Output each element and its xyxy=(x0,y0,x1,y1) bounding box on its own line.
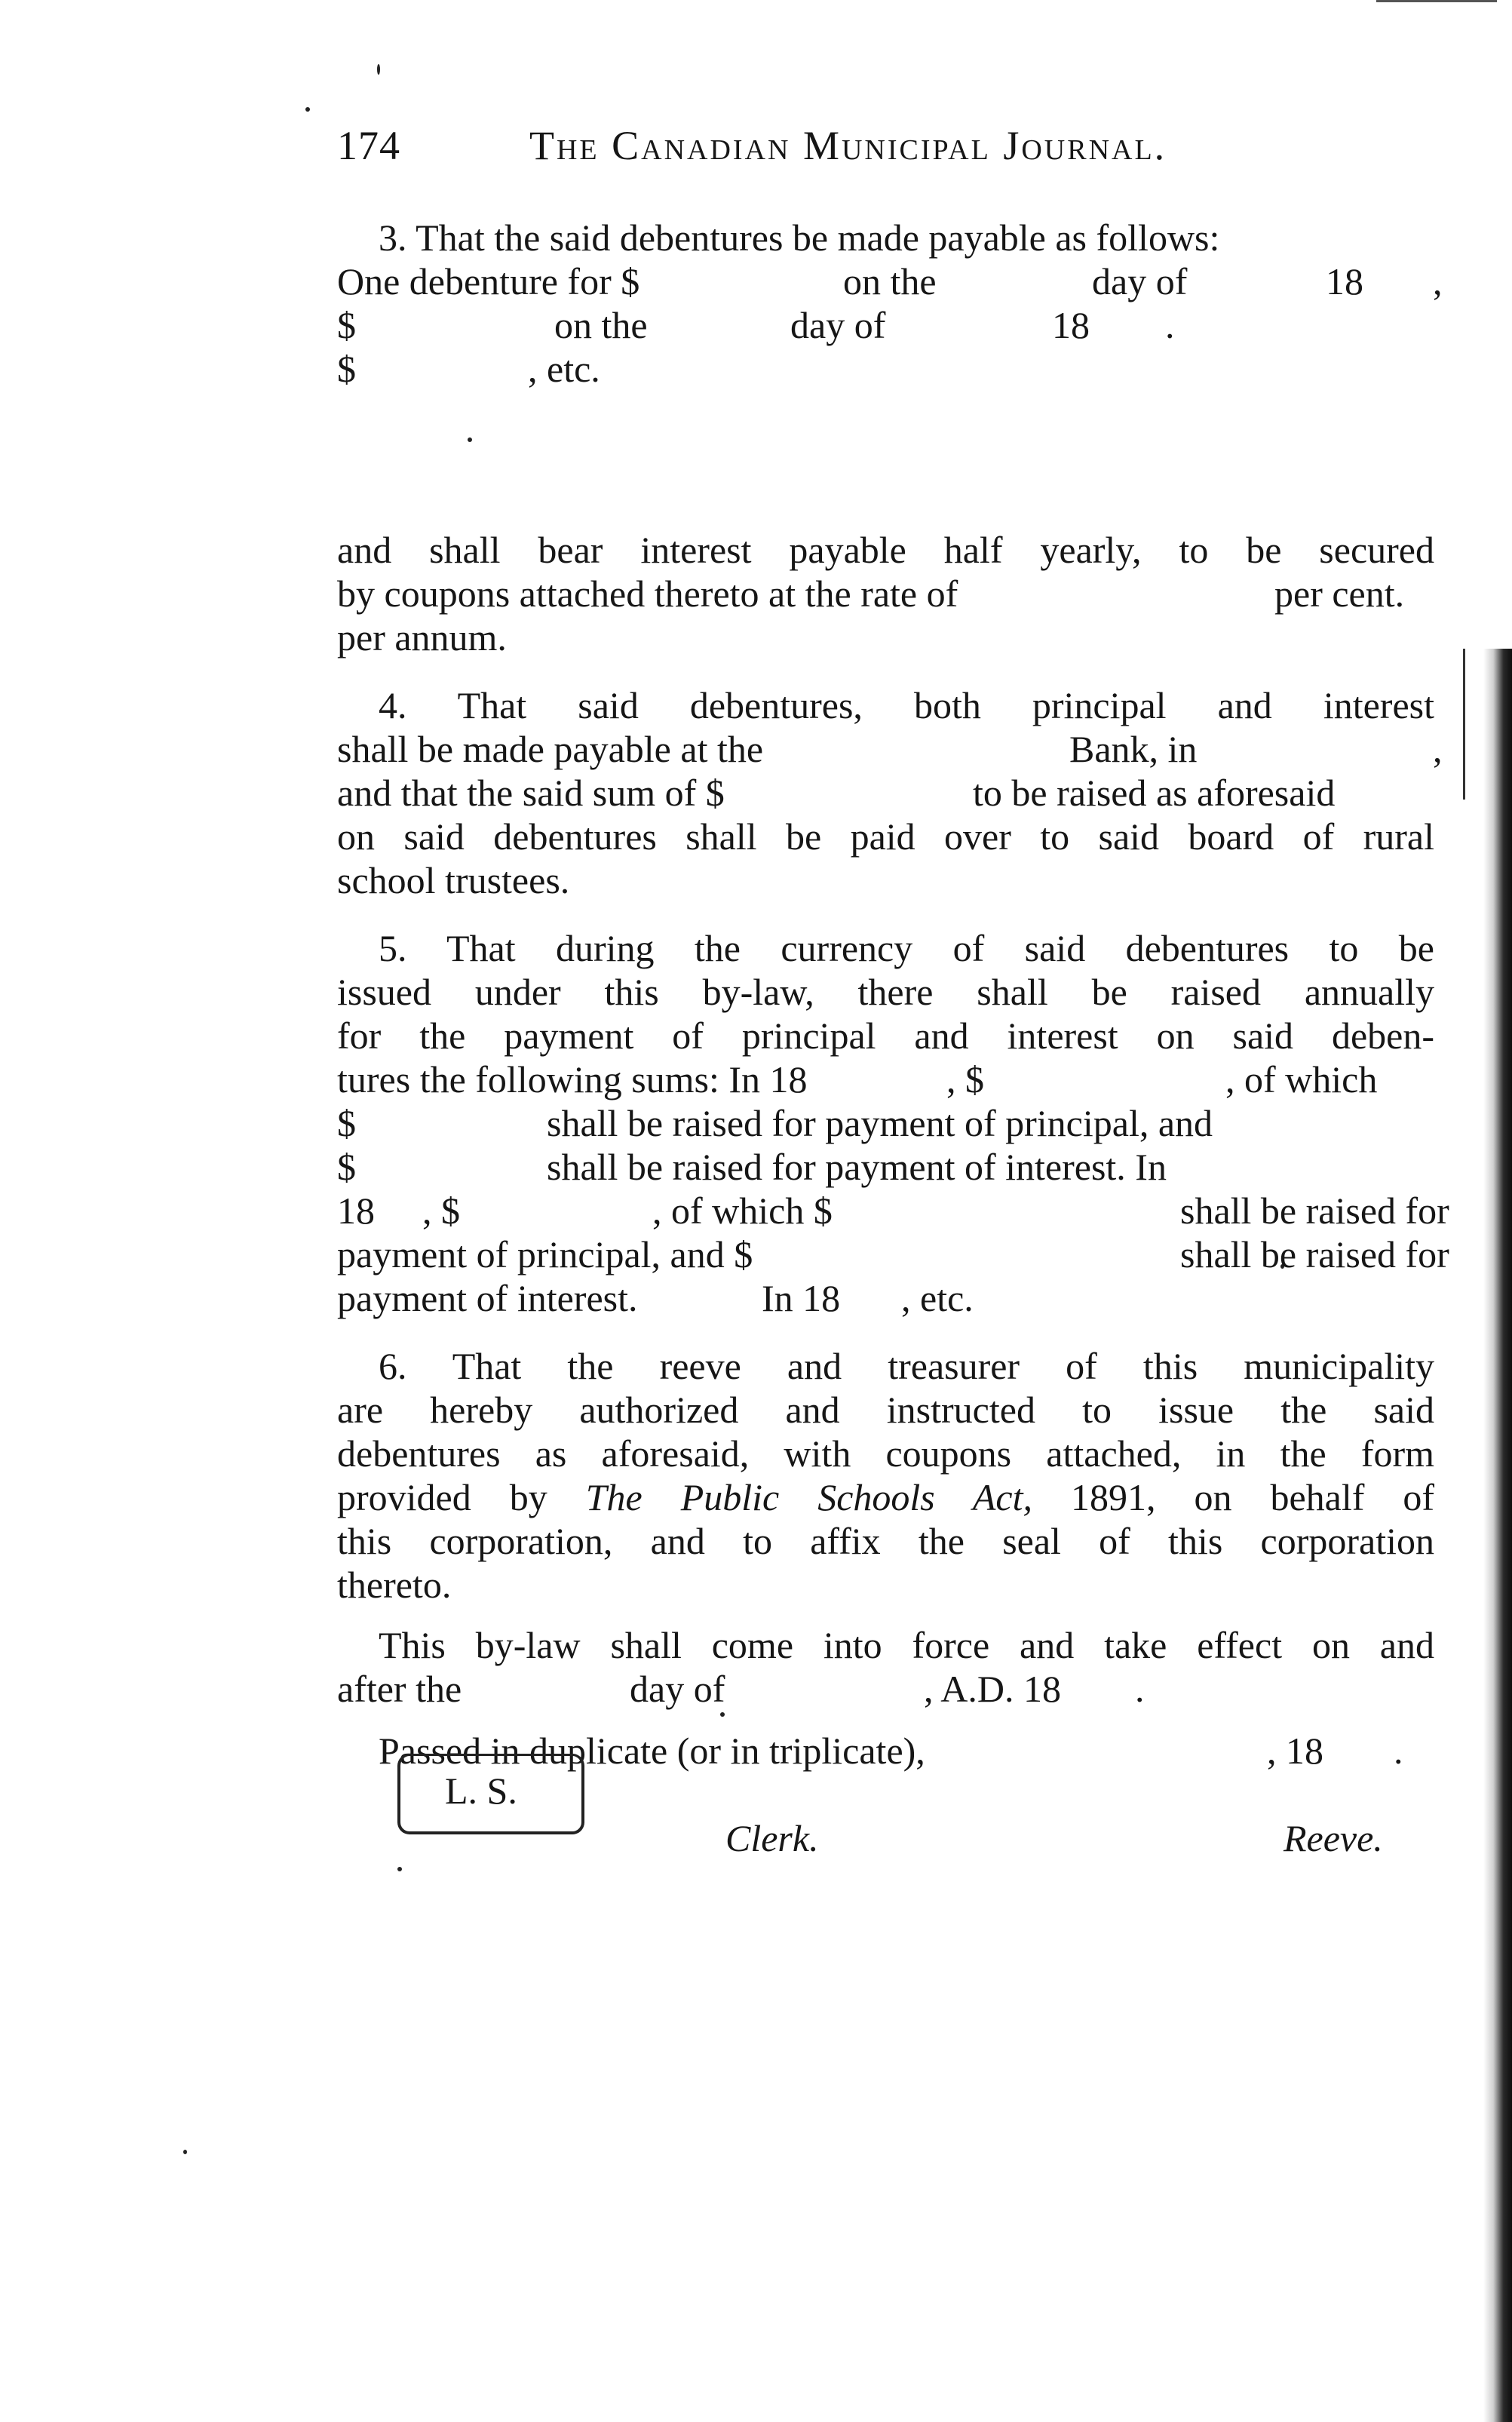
text-segment: , of which $ xyxy=(652,1190,833,1232)
text-segment: on the xyxy=(554,304,648,346)
section-5-line-3: for the payment of principal and interest on said deben- xyxy=(337,1015,1434,1057)
reeve-signature-label: Reeve. xyxy=(1284,1817,1383,1859)
text-segment: , xyxy=(1433,728,1443,770)
text-segment: shall be raised for xyxy=(1180,1233,1449,1275)
text-segment: $ xyxy=(337,1146,356,1188)
text-segment: per cent. xyxy=(1274,573,1405,615)
text-segment: after the xyxy=(337,1668,462,1710)
text-segment: day of xyxy=(1092,260,1188,302)
text-segment: tures the following sums: In 18 xyxy=(337,1058,808,1100)
act-title: The Public Schools Act, xyxy=(585,1476,1032,1518)
text-segment: shall be raised for payment of interest. In xyxy=(547,1146,1167,1188)
text-segment: payment of principal, and $ xyxy=(337,1233,753,1275)
text-segment: $ xyxy=(337,1102,356,1144)
text-segment: . xyxy=(1135,1668,1145,1710)
section-6-line-1: 6. That the reeve and treasurer of this municipality xyxy=(379,1345,1434,1387)
section-6-line-2: are hereby authorized and instructed to issue the said xyxy=(337,1389,1434,1431)
force-line-1: This by-law shall come into force and take effect on and xyxy=(379,1624,1434,1666)
text-segment: , etc. xyxy=(901,1277,974,1319)
text-segment: 18 xyxy=(337,1190,375,1232)
section-3-line-1: 3. That the said debentures be made payable as follows: xyxy=(379,216,1220,259)
scan-speck xyxy=(183,2150,187,2154)
text-segment: shall be made payable at the xyxy=(337,728,764,770)
scan-corner-mark xyxy=(1376,0,1497,7)
scan-speck xyxy=(305,107,310,112)
section-6-line-3: debentures as aforesaid, with coupons attached, in the form xyxy=(337,1432,1434,1475)
text-segment: , $ xyxy=(946,1058,984,1100)
section-4-line-1: 4. That said debentures, both principal and interest xyxy=(379,684,1434,726)
section-6-line-4 xyxy=(337,1475,1434,1519)
section-6-line-6: thereto. xyxy=(337,1564,452,1606)
text-segment: , 18 xyxy=(1267,1730,1323,1772)
text-segment: , etc. xyxy=(528,348,600,390)
section-5-line-1: 5. That during the currency of said debentures to be xyxy=(379,927,1434,969)
text-segment: , $ xyxy=(422,1190,460,1232)
page-number: 174 xyxy=(337,123,400,168)
text-segment: $ xyxy=(337,304,356,346)
seal-label: L. S. xyxy=(445,1770,517,1812)
text-segment: . xyxy=(1165,304,1175,346)
section-5-line-2: issued under this by-law, there shall be raised annually xyxy=(337,971,1434,1013)
text-segment: , of which xyxy=(1225,1058,1378,1100)
section-6-line-5: this corporation, and to affix the seal of this corporation xyxy=(337,1520,1434,1562)
page-header xyxy=(337,122,1280,183)
scan-edge-shadow xyxy=(1483,649,1512,2422)
text-segment: shall be raised for payment of principal, and xyxy=(547,1102,1213,1144)
scan-speck xyxy=(720,1712,725,1717)
text-segment: Passed in duplicate (or in triplicate), xyxy=(379,1730,925,1772)
text-segment: One debenture for $ xyxy=(337,260,640,302)
text-segment: by coupons attached thereto at the rate of xyxy=(337,573,958,615)
text-segment: . xyxy=(1394,1730,1403,1772)
section-4-line-5: school trustees. xyxy=(337,859,570,901)
text-segment: Bank, in xyxy=(1069,728,1198,770)
scan-speck xyxy=(377,64,380,75)
text-segment: day of xyxy=(630,1668,725,1710)
interest-line-3: per annum. xyxy=(337,616,507,658)
scan-speck xyxy=(468,437,472,442)
text-segment: to be raised as aforesaid xyxy=(973,772,1336,814)
text-segment: , xyxy=(1433,260,1443,302)
text-segment: provided by xyxy=(337,1476,547,1518)
text-segment: 1891, on behalf of xyxy=(1070,1476,1435,1518)
journal-title: The Canadian Municipal Journal. xyxy=(529,123,1167,168)
text-segment: 18 xyxy=(1326,260,1363,302)
text-segment: day of xyxy=(790,304,886,346)
text-segment: shall be raised for xyxy=(1180,1190,1449,1232)
text-segment: and that the said sum of $ xyxy=(337,772,725,814)
text-segment: on the xyxy=(843,260,937,302)
text-segment: In 18 xyxy=(762,1277,841,1319)
clerk-signature-label: Clerk. xyxy=(725,1817,819,1859)
text-segment: $ xyxy=(337,348,356,390)
section-4-line-4: on said debentures shall be paid over to said board of rural xyxy=(337,815,1434,858)
text-segment: 18 xyxy=(1052,304,1090,346)
text-segment: payment of interest. xyxy=(337,1277,638,1319)
scan-edge-line xyxy=(1463,649,1465,800)
scan-speck xyxy=(397,1867,402,1871)
text-segment: , A.D. 18 xyxy=(924,1668,1061,1710)
interest-line-1: and shall bear interest payable half yearly, to be secured xyxy=(337,529,1434,571)
